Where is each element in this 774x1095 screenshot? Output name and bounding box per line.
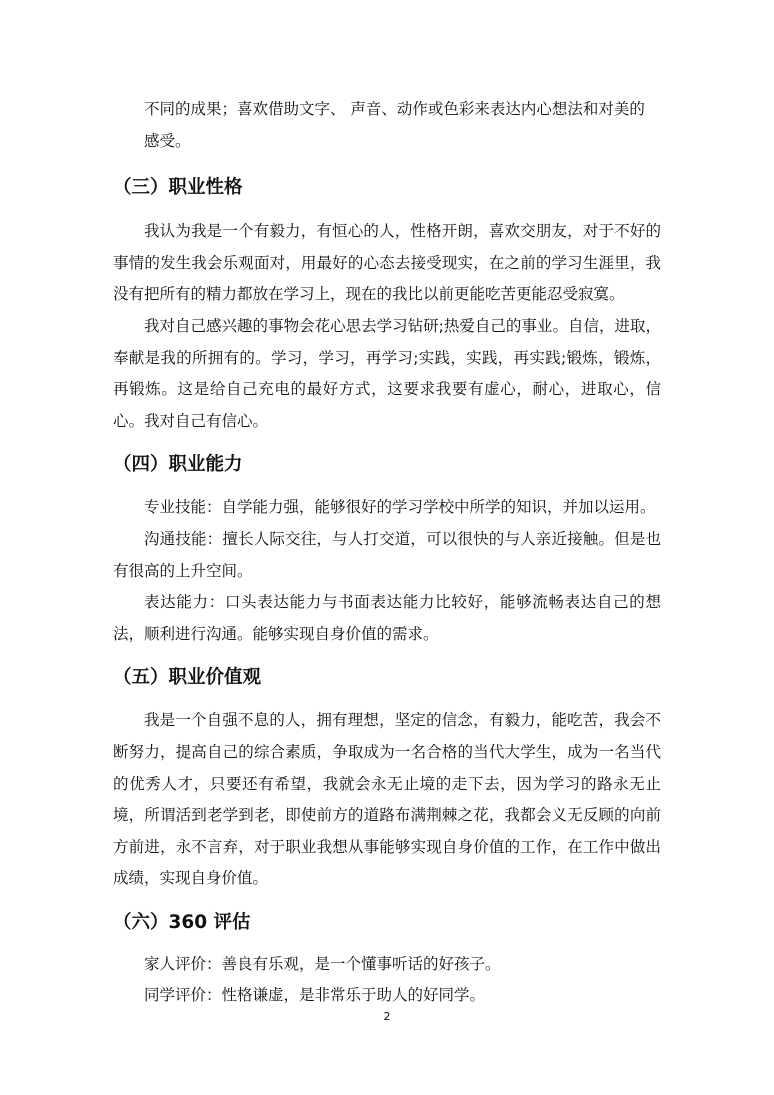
career-values-paragraph: 我是一个自强不息的人，拥有理想，坚定的信念，有毅力，能吃苦，我会不断努力，提高自己的综合素质，争取成为一名合格的当代大学生，成为一名当代的优秀人才，只要还有希望，我就会永无止境的走下去，因为学习的路永无止境，所谓活到老学到老，即使前方的道路布满荆棘之花，我都会义无反顾的向前方前进，永不言弃，对于职业我想从事能够实现自身价值的工作，在工作中做出成绩，实现自身价值。 (113, 711, 661, 888)
section-heading-360-evaluation: （六）360 评估 (113, 911, 251, 933)
evaluation-family: 家人评价：善良有乐观，是一个懂事听话的好孩子。 (144, 954, 501, 973)
section-heading-career-values: （五）职业价值观 (113, 667, 262, 689)
career-ability-professional-skill: 专业技能：自学能力强，能够很好的学习学校中所学的知识，并加以运用。 (144, 498, 656, 517)
section-heading-career-ability: （四）职业能力 (113, 454, 243, 476)
career-personality-paragraph-2: 我对自己感兴趣的事物会花心思去学习钻研;热爱自己的事业。自信，进取，奉献是我的所拥有的。学习，学习，再学习;实践，实践，再实践;锻炼，锻炼，再锻炼。这是给自己充电的最好方式，这要求我要有虚心，耐心，进取心，信心。我对自己有信心。 (113, 316, 661, 430)
section-heading-career-personality: （三）职业性格 (113, 177, 243, 199)
career-ability-expression-skill: 表达能力：口头表达能力与书面表达能力比较好，能够流畅表达自己的想法，顺利进行沟通。能够实现自身价值的需求。 (113, 593, 661, 643)
page-number: 2 (383, 1010, 391, 1023)
career-personality-paragraph-1: 我认为我是一个有毅力，有恒心的人，性格开朗，喜欢交朋友，对于不好的事情的发生我会乐观面对，用最好的心态去接受现实，在之前的学习生涯里，我没有把所有的精力都放在学习上，现在的我比以前更能吃苦更能忍受寂寞。 (113, 222, 661, 304)
evaluation-classmates: 同学评价：性格谦虚，是非常乐于助人的好同学。 (144, 986, 486, 1005)
career-ability-communication-skill: 沟通技能：擅长人际交往，与人打交道，可以很快的与人亲近接触。但是也有很高的上升空间。 (113, 529, 661, 580)
intro-line-2: 感受。 (144, 131, 191, 150)
page-content (113, 94, 661, 1012)
intro-line-1: 不同的成果；喜欢借助文字、 声音、动作或色彩来表达内心想法和对美的 (144, 100, 645, 118)
